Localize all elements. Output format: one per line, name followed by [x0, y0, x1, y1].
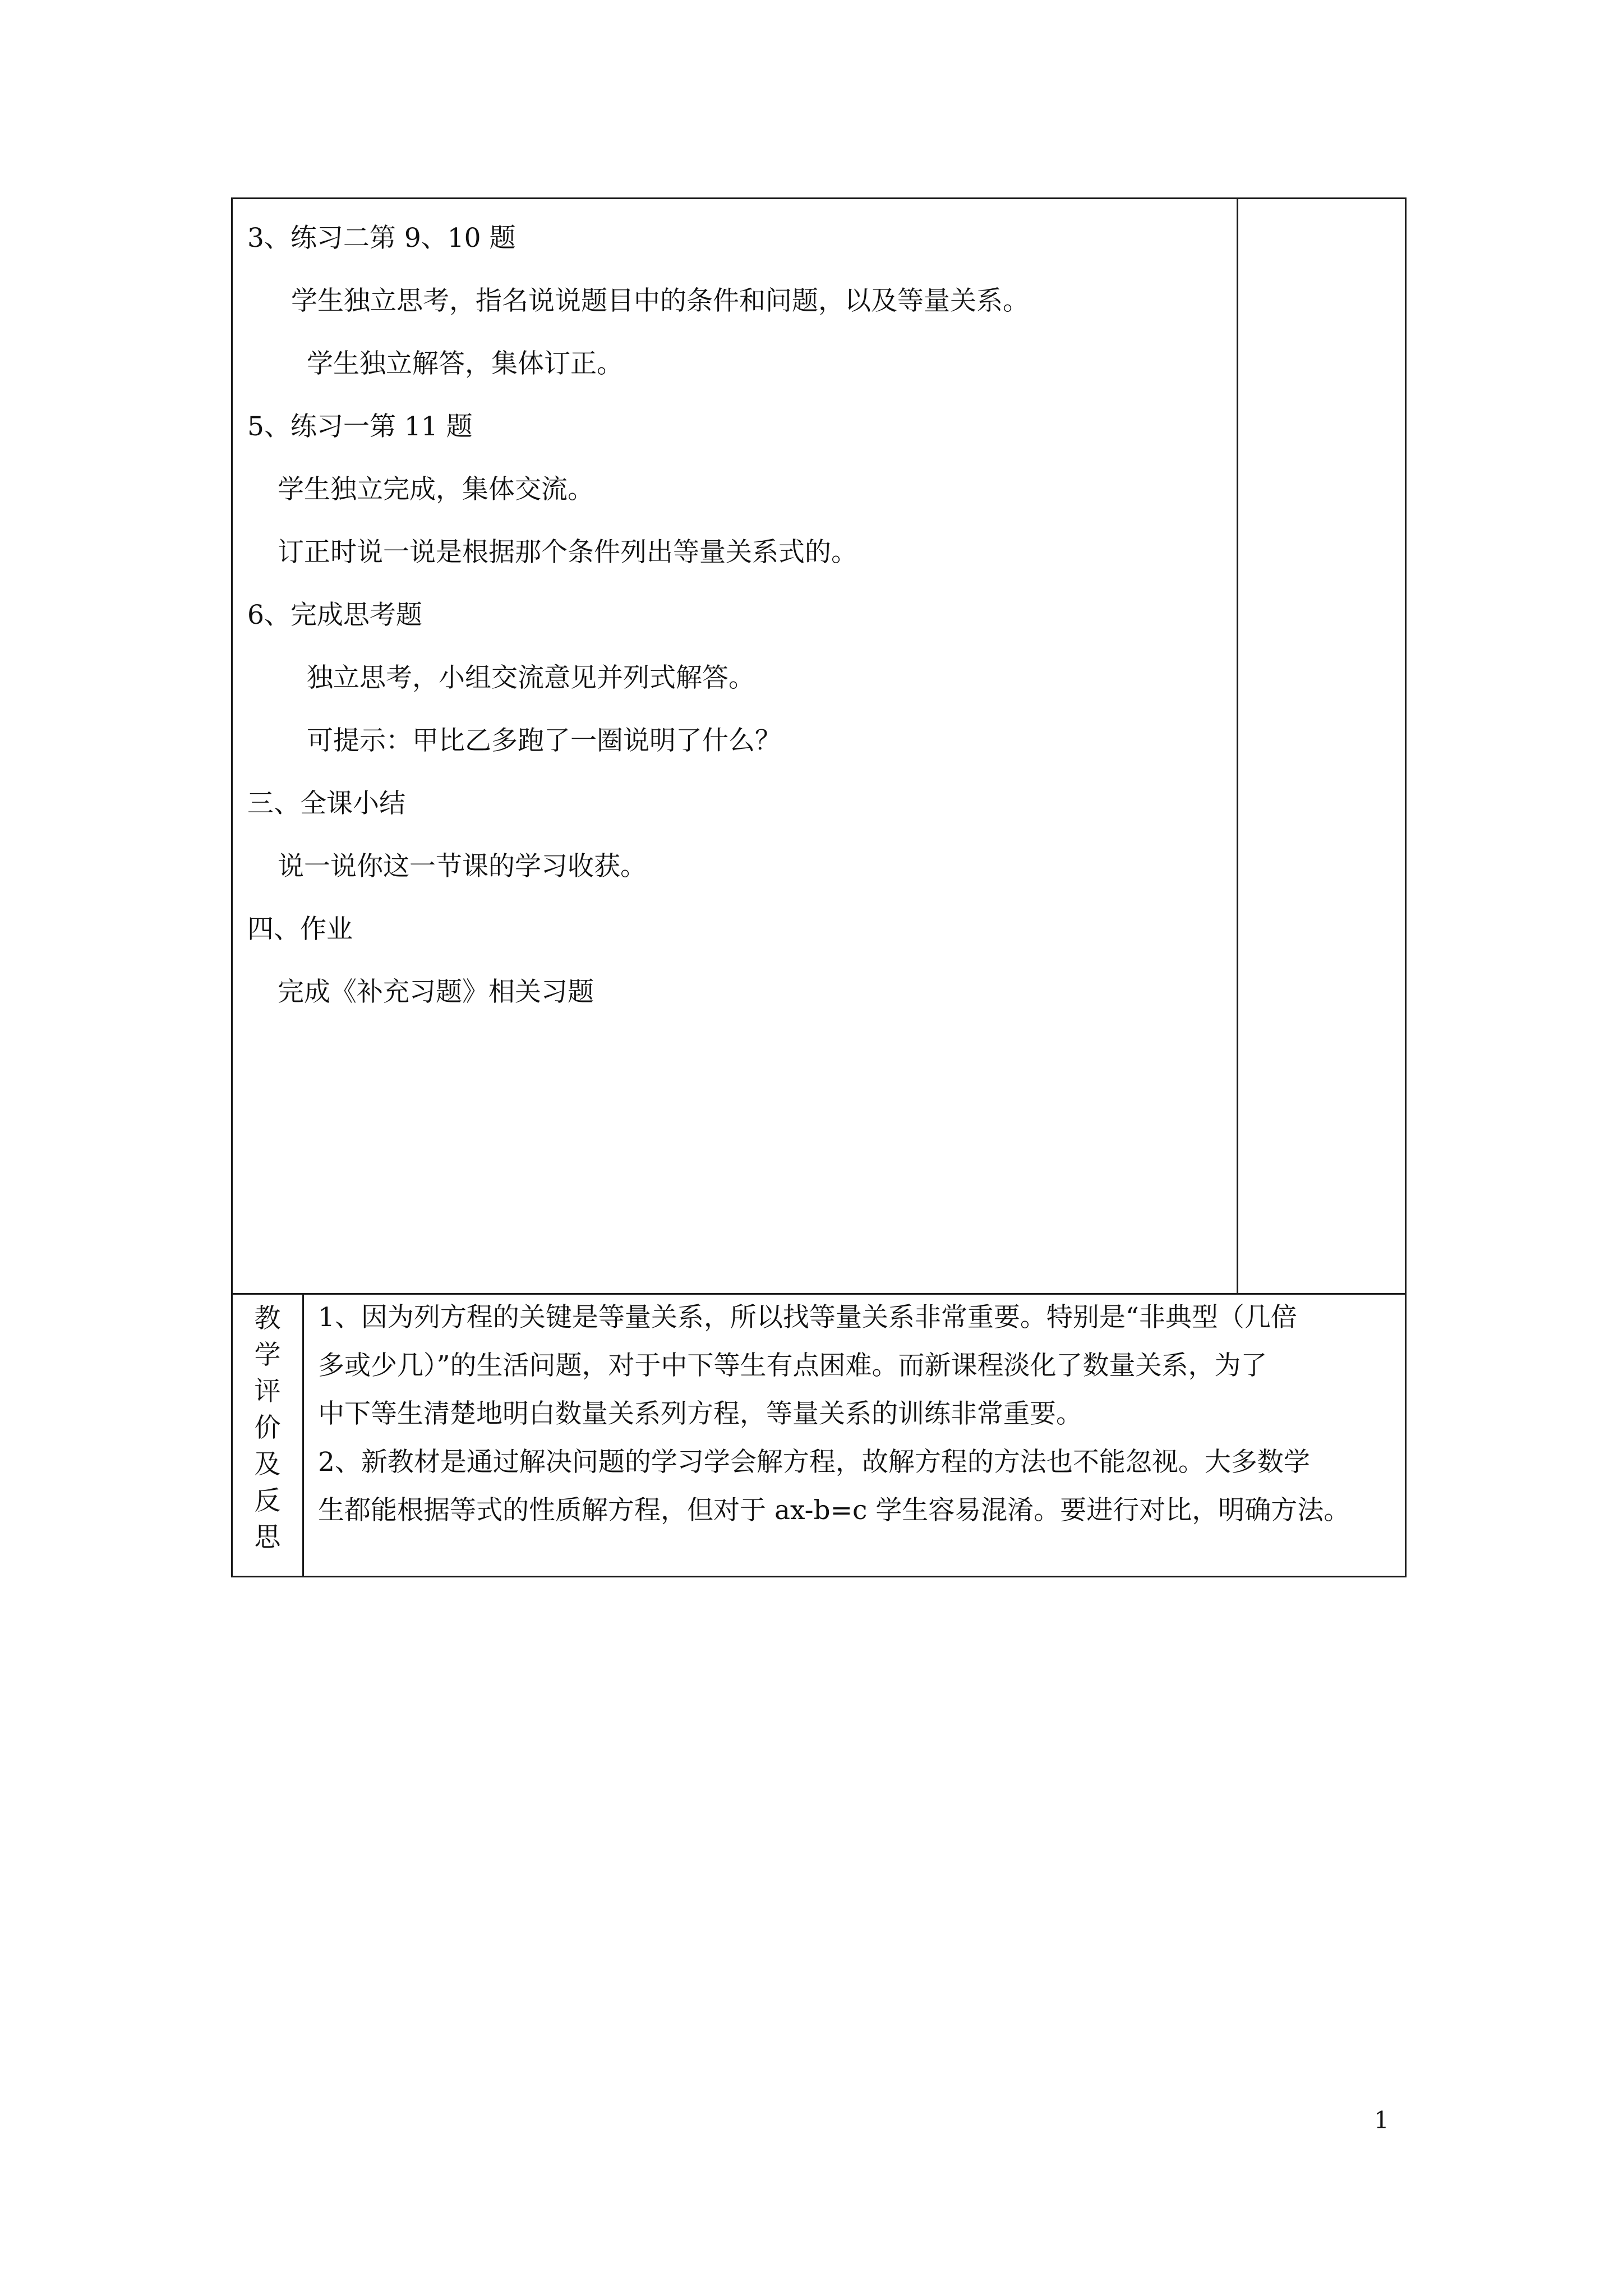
evaluation-label-char: 教: [254, 1303, 281, 1334]
evaluation-line: 多或少几）”的生活问题，对于中下等生有点困难。而新课程淡化了数量关系，为了: [318, 1350, 1267, 1381]
evaluation-content-cell: [304, 1295, 1405, 1576]
section-heading-homework: 四、作业: [247, 914, 353, 945]
evaluation-label-char: 思: [254, 1522, 281, 1553]
side-notes-cell: [1238, 199, 1405, 1293]
step-heading-exercise-2: 3、练习二第 9、10 题: [247, 223, 516, 254]
evaluation-label-char: 反: [254, 1485, 281, 1516]
evaluation-line: 1、因为列方程的关键是等量关系，所以找等量关系非常重要。特别是“非典型（几倍: [318, 1302, 1297, 1333]
evaluation-line: 生都能根据等式的性质解方程，但对于 ax-b=c 学生容易混淆。要进行对比，明确方法。: [318, 1495, 1350, 1526]
step-text: 说一说你这一节课的学习收获。: [278, 851, 647, 882]
step-text: 学生独立思考，指名说说题目中的条件和问题，以及等量关系。: [291, 286, 1029, 316]
step-heading-exercise-1: 5、练习一第 11 题: [247, 411, 473, 442]
evaluation-label-cell: [233, 1295, 304, 1576]
evaluation-line: 中下等生清楚地明白数量关系列方程，等量关系的训练非常重要。: [318, 1398, 1082, 1429]
step-text: 独立思考，小组交流意见并列式解答。: [307, 662, 755, 693]
evaluation-line: 2、新教材是通过解决问题的学习学会解方程，故解方程的方法也不能忽视。大多数学: [318, 1447, 1310, 1478]
evaluation-label-char: 评: [254, 1376, 281, 1407]
step-text: 订正时说一说是根据那个条件列出等量关系式的。: [278, 537, 857, 568]
page-number: 1: [1374, 2106, 1389, 2134]
section-heading-summary: 三、全课小结: [247, 788, 405, 819]
evaluation-label-char: 价: [254, 1412, 281, 1443]
step-heading-thinking-question: 6、完成思考题: [247, 600, 422, 631]
lesson-plan-table: [231, 197, 1407, 1577]
step-text: 完成《补充习题》相关习题: [278, 977, 594, 1007]
lesson-steps-cell: [233, 199, 1238, 1293]
step-text: 可提示：甲比乙多跑了一圈说明了什么？: [307, 725, 781, 756]
evaluation-label-char: 及: [254, 1449, 281, 1480]
step-text: 学生独立解答，集体订正。: [307, 348, 623, 379]
step-text: 学生独立完成，集体交流。: [278, 474, 594, 505]
evaluation-label-char: 学: [254, 1340, 281, 1370]
